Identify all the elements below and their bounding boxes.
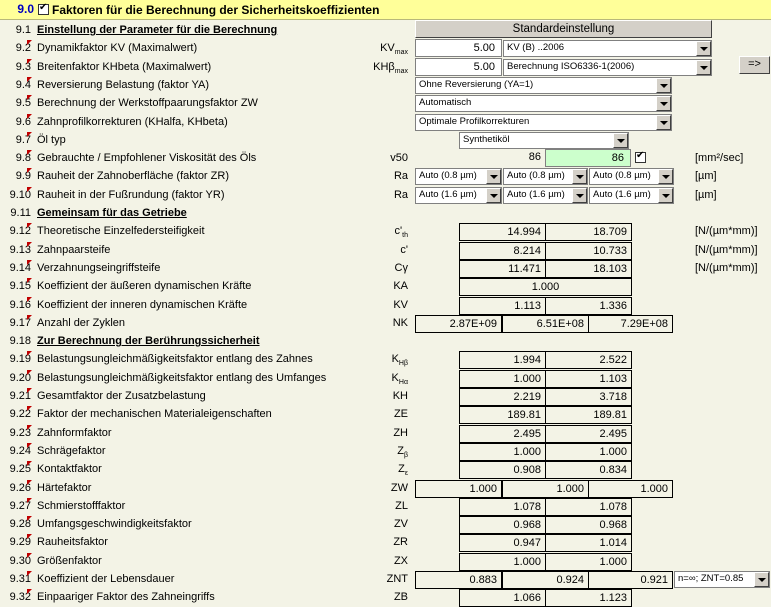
symbol-subscript: ε bbox=[404, 470, 408, 478]
table-row bbox=[0, 370, 771, 388]
comment-marker-icon bbox=[27, 351, 32, 356]
standard-settings-button[interactable]: Standardeinstellung bbox=[415, 20, 712, 38]
row-label: Anzahl der Zyklen bbox=[37, 316, 126, 329]
row-label: Schrägefaktor bbox=[37, 444, 106, 457]
row-symbol bbox=[352, 571, 408, 588]
table-row bbox=[0, 168, 771, 186]
numeric-input[interactable]: 5.00 bbox=[415, 58, 502, 76]
row-number: 9.9 bbox=[15, 170, 31, 183]
row-symbol bbox=[352, 242, 408, 259]
comment-marker-icon bbox=[27, 406, 32, 411]
table-row bbox=[0, 351, 771, 369]
chevron-down-icon[interactable] bbox=[656, 96, 671, 111]
value-pinion: 14.994 bbox=[459, 223, 546, 241]
comment-marker-icon bbox=[27, 315, 32, 320]
table-row bbox=[0, 333, 771, 351]
option-select-value: Ohne Reversierung (YA=1) bbox=[419, 78, 534, 90]
comment-marker-icon bbox=[27, 114, 32, 119]
row-label: Koeffizient der Lebensdauer bbox=[37, 573, 175, 585]
table-row bbox=[0, 95, 771, 113]
row-label: Umfangsgeschwindigkeitsfaktor bbox=[37, 518, 192, 531]
table-row bbox=[0, 443, 771, 461]
row-number: 9.14 bbox=[9, 261, 31, 274]
value-col-1: 2.87E+09 bbox=[415, 315, 502, 333]
method-select[interactable] bbox=[503, 40, 712, 57]
table-row bbox=[0, 388, 771, 406]
row-number: 9.7 bbox=[15, 133, 31, 146]
row-label: Schmierstofffaktor bbox=[37, 499, 126, 512]
row-label: Koeffizient der äußeren dynamischen Kräfte bbox=[37, 280, 252, 293]
method-select[interactable] bbox=[503, 59, 712, 76]
row-number: 9.20 bbox=[9, 371, 31, 384]
comment-marker-icon bbox=[27, 260, 32, 265]
option-select[interactable] bbox=[415, 77, 672, 94]
row-label: Zahnpaarsteife bbox=[37, 243, 111, 256]
chevron-down-icon[interactable] bbox=[572, 169, 587, 184]
row-label: Zahnformfaktor bbox=[37, 426, 112, 439]
symbol-main: KH bbox=[392, 390, 408, 402]
numeric-input[interactable]: 5.00 bbox=[415, 39, 502, 57]
row-symbol bbox=[352, 589, 408, 606]
row-symbol bbox=[352, 278, 408, 295]
comment-marker-icon bbox=[27, 223, 32, 228]
comment-marker-icon bbox=[27, 498, 32, 503]
row-number: 9.6 bbox=[15, 115, 31, 128]
comment-marker-icon bbox=[27, 534, 32, 539]
value-pinion: 2.219 bbox=[459, 388, 546, 406]
row-label: Einstellung der Parameter für die Berechnung bbox=[37, 24, 278, 36]
roughness-select-2-value: Auto (1.6 µm) bbox=[507, 188, 565, 200]
table-row bbox=[0, 132, 771, 150]
row-symbol bbox=[352, 260, 408, 277]
row-label: Einpaariger Faktor des Zahneingriffs bbox=[37, 591, 215, 604]
chevron-down-icon[interactable] bbox=[613, 133, 628, 148]
row-label: Reversierung Belastung (faktor YA) bbox=[37, 78, 210, 91]
table-row bbox=[0, 461, 771, 479]
row-number: 9.24 bbox=[9, 444, 31, 457]
symbol-main: KA bbox=[393, 280, 408, 293]
value-gear: 1.078 bbox=[545, 498, 632, 516]
viscosity-used: 86 bbox=[528, 151, 541, 164]
chevron-down-icon[interactable] bbox=[572, 188, 587, 203]
table-row bbox=[0, 187, 771, 205]
comment-marker-icon bbox=[27, 297, 32, 302]
row-label: Verzahnungseingriffsteife bbox=[37, 261, 161, 274]
row-number: 9.19 bbox=[9, 353, 31, 366]
roughness-select-1-value: Auto (1.6 µm) bbox=[419, 188, 477, 200]
roughness-select-3-value: Auto (1.6 µm) bbox=[593, 188, 651, 200]
symbol-main: KV bbox=[380, 42, 395, 55]
comment-marker-icon bbox=[27, 443, 32, 448]
comment-marker-icon bbox=[27, 553, 32, 558]
value-col-2: 0.924 bbox=[502, 571, 589, 589]
lifetime-select[interactable] bbox=[674, 571, 770, 588]
value-col-3: 7.29E+08 bbox=[588, 315, 673, 333]
row-label: Breitenfaktor KHbeta (Maximalwert) bbox=[37, 60, 212, 73]
chevron-down-icon[interactable] bbox=[486, 188, 501, 203]
row-number: 9.28 bbox=[9, 518, 31, 531]
symbol-subscript: max bbox=[394, 49, 408, 57]
row-number: 9.23 bbox=[9, 426, 31, 439]
roughness-select-1-value: Auto (0.8 µm) bbox=[419, 170, 477, 182]
value-gear: 1.103 bbox=[545, 370, 632, 388]
row-unit: [µm] bbox=[695, 188, 717, 201]
value-gear: 1.014 bbox=[545, 534, 632, 552]
symbol-main: ZE bbox=[393, 408, 408, 421]
symbol-main: Ra bbox=[393, 188, 408, 201]
table-row bbox=[0, 22, 771, 40]
symbol-main: ZR bbox=[393, 536, 408, 549]
symbol-main: Z bbox=[397, 444, 404, 457]
comment-marker-icon bbox=[27, 480, 32, 485]
row-number: 9.10 bbox=[9, 188, 31, 201]
section-checkbox[interactable] bbox=[38, 4, 49, 15]
value-gear: 0.834 bbox=[545, 461, 632, 479]
value-gear: 2.495 bbox=[545, 425, 632, 443]
row-label: Zur Berechnung der Berührungssicherheit bbox=[37, 335, 260, 348]
table-row bbox=[0, 40, 771, 58]
value-common: 1.000 bbox=[459, 278, 632, 296]
comment-marker-icon bbox=[27, 40, 32, 45]
row-number: 9.26 bbox=[9, 481, 31, 494]
row-label: Öl typ bbox=[37, 133, 66, 146]
value-pinion: 1.113 bbox=[459, 297, 546, 315]
roughness-select-1[interactable] bbox=[415, 187, 502, 204]
row-unit: [µm] bbox=[695, 170, 717, 183]
value-gear: 1.000 bbox=[545, 553, 632, 571]
comment-marker-icon bbox=[27, 59, 32, 64]
chevron-down-icon[interactable] bbox=[656, 78, 671, 93]
symbol-main: c' bbox=[394, 225, 403, 238]
chevron-down-icon[interactable] bbox=[696, 41, 711, 56]
method-select-value: Berechnung ISO6336-1(2006) bbox=[507, 60, 635, 72]
table-row bbox=[0, 406, 771, 424]
row-label: Rauheit der Zahnoberfläche (faktor ZR) bbox=[37, 170, 229, 183]
table-row bbox=[0, 59, 771, 77]
value-pinion: 2.495 bbox=[459, 425, 546, 443]
value-pinion: 0.968 bbox=[459, 516, 546, 534]
comment-marker-icon bbox=[27, 370, 32, 375]
comment-marker-icon bbox=[27, 516, 32, 521]
chevron-down-icon[interactable] bbox=[656, 115, 671, 130]
row-unit: [mm²/sec] bbox=[695, 152, 744, 165]
row-symbol bbox=[352, 553, 408, 570]
comment-marker-icon bbox=[27, 571, 32, 576]
row-label: Rauheitsfaktor bbox=[37, 536, 108, 549]
value-pinion: 189.81 bbox=[459, 406, 546, 424]
value-pinion: 0.947 bbox=[459, 534, 546, 552]
value-gear: 1.123 bbox=[545, 589, 632, 607]
row-number: 9.11 bbox=[10, 207, 31, 219]
value-col-2: 1.000 bbox=[502, 480, 589, 498]
table-row bbox=[0, 589, 771, 607]
chevron-down-icon[interactable] bbox=[658, 188, 673, 203]
comment-marker-icon bbox=[27, 150, 32, 155]
option-select[interactable] bbox=[415, 95, 672, 112]
table-row bbox=[0, 425, 771, 443]
table-row bbox=[0, 205, 771, 223]
row-number: 9.13 bbox=[9, 243, 31, 256]
row-symbol bbox=[352, 425, 408, 442]
row-label: Theoretische Einzelfedersteifigkeit bbox=[37, 225, 205, 238]
option-select-value: Automatisch bbox=[419, 97, 472, 109]
row-number: 9.21 bbox=[9, 390, 31, 402]
comment-marker-icon bbox=[27, 425, 32, 430]
value-pinion: 11.471 bbox=[459, 260, 546, 278]
row-number: 9.22 bbox=[9, 408, 31, 421]
row-number: 9.4 bbox=[15, 78, 31, 91]
symbol-subscript: th bbox=[402, 232, 408, 240]
value-gear: 3.718 bbox=[545, 388, 632, 406]
table-row bbox=[0, 498, 771, 516]
row-number: 9.1 bbox=[15, 24, 31, 36]
row-number: 9.18 bbox=[9, 335, 31, 348]
symbol-main: ZV bbox=[393, 518, 408, 531]
row-label: Dynamikfaktor KV (Maximalwert) bbox=[37, 42, 198, 55]
comment-marker-icon bbox=[27, 278, 32, 283]
roughness-select-3[interactable] bbox=[589, 187, 674, 204]
table-row bbox=[0, 242, 771, 260]
table-row bbox=[0, 77, 771, 95]
value-gear: 189.81 bbox=[545, 406, 632, 424]
roughness-select-3[interactable] bbox=[589, 168, 674, 185]
table-row bbox=[0, 150, 771, 168]
table-row bbox=[0, 480, 771, 498]
symbol-main: ZL bbox=[395, 499, 408, 512]
symbol-subscript: Hα bbox=[398, 378, 408, 386]
section-title: Faktoren für die Berechnung der Sicherheitskoeffizienten bbox=[52, 3, 380, 17]
row-label: Gebrauchte / Empfohlener Viskosität des Öls bbox=[37, 152, 257, 165]
row-label: Belastungsungleichmäßigkeitsfaktor entlang des Umfanges bbox=[37, 371, 327, 384]
row-label: Gesamtfaktor der Zusatzbelastung bbox=[37, 390, 206, 402]
row-symbol bbox=[352, 388, 408, 405]
row-symbol bbox=[352, 534, 408, 551]
chevron-down-icon[interactable] bbox=[486, 169, 501, 184]
value-col-1: 0.883 bbox=[415, 571, 502, 589]
value-col-3: 1.000 bbox=[588, 480, 673, 498]
row-unit: [N/(µm*mm)] bbox=[695, 243, 758, 256]
symbol-main: KHβ bbox=[373, 60, 395, 73]
table-row bbox=[0, 534, 771, 552]
comment-marker-icon bbox=[27, 187, 32, 192]
symbol-main: K bbox=[391, 353, 399, 366]
table-row bbox=[0, 315, 771, 333]
symbol-main: v50 bbox=[390, 152, 408, 165]
value-gear: 10.733 bbox=[545, 242, 632, 260]
row-number: 9.3 bbox=[15, 60, 31, 73]
viscosity-recommended[interactable]: 86 bbox=[545, 149, 631, 167]
row-number: 9.17 bbox=[9, 316, 31, 329]
option-select-value: Optimale Profilkorrekturen bbox=[419, 115, 530, 127]
section-title-bar bbox=[0, 0, 771, 20]
table-row bbox=[0, 571, 771, 589]
value-pinion: 1.994 bbox=[459, 351, 546, 369]
symbol-subscript: β bbox=[403, 452, 408, 460]
symbol-main: ZW bbox=[390, 481, 408, 494]
comment-marker-icon bbox=[27, 242, 32, 247]
comment-marker-icon bbox=[27, 95, 32, 100]
row-unit: [N/(µm*mm)] bbox=[695, 225, 758, 238]
row-label: Rauheit in der Fußrundung (faktor YR) bbox=[37, 188, 225, 201]
row-label: Härtefaktor bbox=[37, 481, 92, 494]
symbol-main: Ra bbox=[393, 170, 408, 183]
oil-type-select[interactable] bbox=[459, 132, 629, 149]
value-gear: 1.336 bbox=[545, 297, 632, 315]
row-label: Faktor der mechanischen Materialeigenschaften bbox=[37, 408, 272, 421]
symbol-subscript: max bbox=[394, 67, 408, 75]
comment-marker-icon bbox=[27, 168, 32, 173]
row-number: 9.27 bbox=[9, 499, 31, 512]
value-pinion: 8.214 bbox=[459, 242, 546, 260]
row-symbol bbox=[352, 406, 408, 423]
chevron-down-icon[interactable] bbox=[754, 572, 769, 587]
value-gear: 18.103 bbox=[545, 260, 632, 278]
chevron-down-icon[interactable] bbox=[696, 60, 711, 75]
value-gear: 1.000 bbox=[545, 443, 632, 461]
row-number: 9.8 bbox=[15, 152, 31, 165]
row-symbol bbox=[352, 187, 408, 204]
symbol-main: ZX bbox=[393, 554, 408, 567]
row-symbol bbox=[352, 480, 408, 497]
row-number: 9.29 bbox=[9, 536, 31, 549]
table-row bbox=[0, 278, 771, 296]
row-number: 9.15 bbox=[9, 280, 31, 293]
value-col-2: 6.51E+08 bbox=[502, 315, 589, 333]
symbol-main: K bbox=[391, 371, 399, 384]
row-label: Koeffizient der inneren dynamischen Kräfte bbox=[37, 298, 248, 311]
row-number: 9.30 bbox=[9, 554, 31, 567]
roughness-select-2-value: Auto (0.8 µm) bbox=[507, 170, 565, 182]
row-label: Größenfaktor bbox=[37, 554, 102, 567]
comment-marker-icon bbox=[27, 388, 32, 393]
row-symbol bbox=[352, 297, 408, 314]
method-select-value: KV (B) ..2006 bbox=[507, 42, 565, 54]
symbol-subscript: Hβ bbox=[398, 360, 408, 368]
comment-marker-icon bbox=[27, 589, 32, 594]
row-number: 9.12 bbox=[9, 225, 31, 238]
row-label: Belastungsungleichmäßigkeitsfaktor entlang des Zahnes bbox=[37, 353, 313, 366]
table-row bbox=[0, 516, 771, 534]
value-col-1: 1.000 bbox=[415, 480, 502, 498]
row-number: 9.16 bbox=[9, 298, 31, 311]
row-symbol bbox=[352, 315, 408, 332]
row-symbol bbox=[352, 150, 408, 167]
table-row bbox=[0, 223, 771, 241]
row-label: Berechnung der Werkstoffpaarungsfaktor ZW bbox=[37, 97, 258, 110]
row-number: 9.31 bbox=[9, 573, 31, 585]
row-number: 9.2 bbox=[15, 42, 31, 55]
row-symbol bbox=[352, 498, 408, 515]
row-label: Kontaktfaktor bbox=[37, 463, 102, 476]
symbol-main: ZB bbox=[393, 591, 408, 604]
comment-marker-icon bbox=[27, 77, 32, 82]
option-select[interactable] bbox=[415, 114, 672, 131]
chevron-down-icon[interactable] bbox=[658, 169, 673, 184]
value-pinion: 0.908 bbox=[459, 461, 546, 479]
table-row bbox=[0, 553, 771, 571]
value-pinion: 1.066 bbox=[459, 589, 546, 607]
value-gear: 0.968 bbox=[545, 516, 632, 534]
roughness-select-2[interactable] bbox=[503, 168, 588, 185]
value-pinion: 1.000 bbox=[459, 443, 546, 461]
comment-marker-icon bbox=[27, 132, 32, 137]
value-col-3: 0.921 bbox=[588, 571, 673, 589]
table-row bbox=[0, 297, 771, 315]
oil-type-select-value: Synthetiköl bbox=[463, 133, 510, 145]
symbol-main: c' bbox=[400, 243, 408, 256]
row-number: 9.5 bbox=[15, 97, 31, 110]
row-label: Gemeinsam für das Getriebe bbox=[37, 207, 187, 219]
row-number: 9.25 bbox=[9, 463, 31, 476]
section-number: 9.0 bbox=[17, 2, 34, 16]
value-gear: 18.709 bbox=[545, 223, 632, 241]
roughness-select-2[interactable] bbox=[503, 187, 588, 204]
row-label: Zahnprofilkorrekturen (KHalfa, KHbeta) bbox=[37, 115, 228, 128]
symbol-main: ZH bbox=[393, 426, 408, 439]
row-symbol bbox=[352, 516, 408, 533]
viscosity-checkbox[interactable] bbox=[635, 152, 646, 163]
value-pinion: 1.078 bbox=[459, 498, 546, 516]
value-pinion: 1.000 bbox=[459, 370, 546, 388]
symbol-main: Cγ bbox=[394, 261, 408, 274]
table-row bbox=[0, 260, 771, 278]
symbol-main: KV bbox=[393, 298, 408, 311]
row-unit: [N/(µm*mm)] bbox=[695, 261, 758, 274]
roughness-select-1[interactable] bbox=[415, 168, 502, 185]
symbol-main: ZNT bbox=[386, 573, 408, 585]
comment-marker-icon bbox=[27, 461, 32, 466]
symbol-main: NK bbox=[392, 316, 408, 329]
roughness-select-3-value: Auto (0.8 µm) bbox=[593, 170, 651, 182]
row-symbol bbox=[352, 168, 408, 185]
apply-arrow-button[interactable]: => bbox=[739, 56, 770, 74]
value-pinion: 1.000 bbox=[459, 553, 546, 571]
lifetime-select-value: n=∞; ZNT=0.85 bbox=[678, 573, 744, 584]
symbol-main: Z bbox=[398, 463, 405, 476]
value-gear: 2.522 bbox=[545, 351, 632, 369]
row-number: 9.32 bbox=[9, 591, 31, 604]
table-row bbox=[0, 114, 771, 132]
